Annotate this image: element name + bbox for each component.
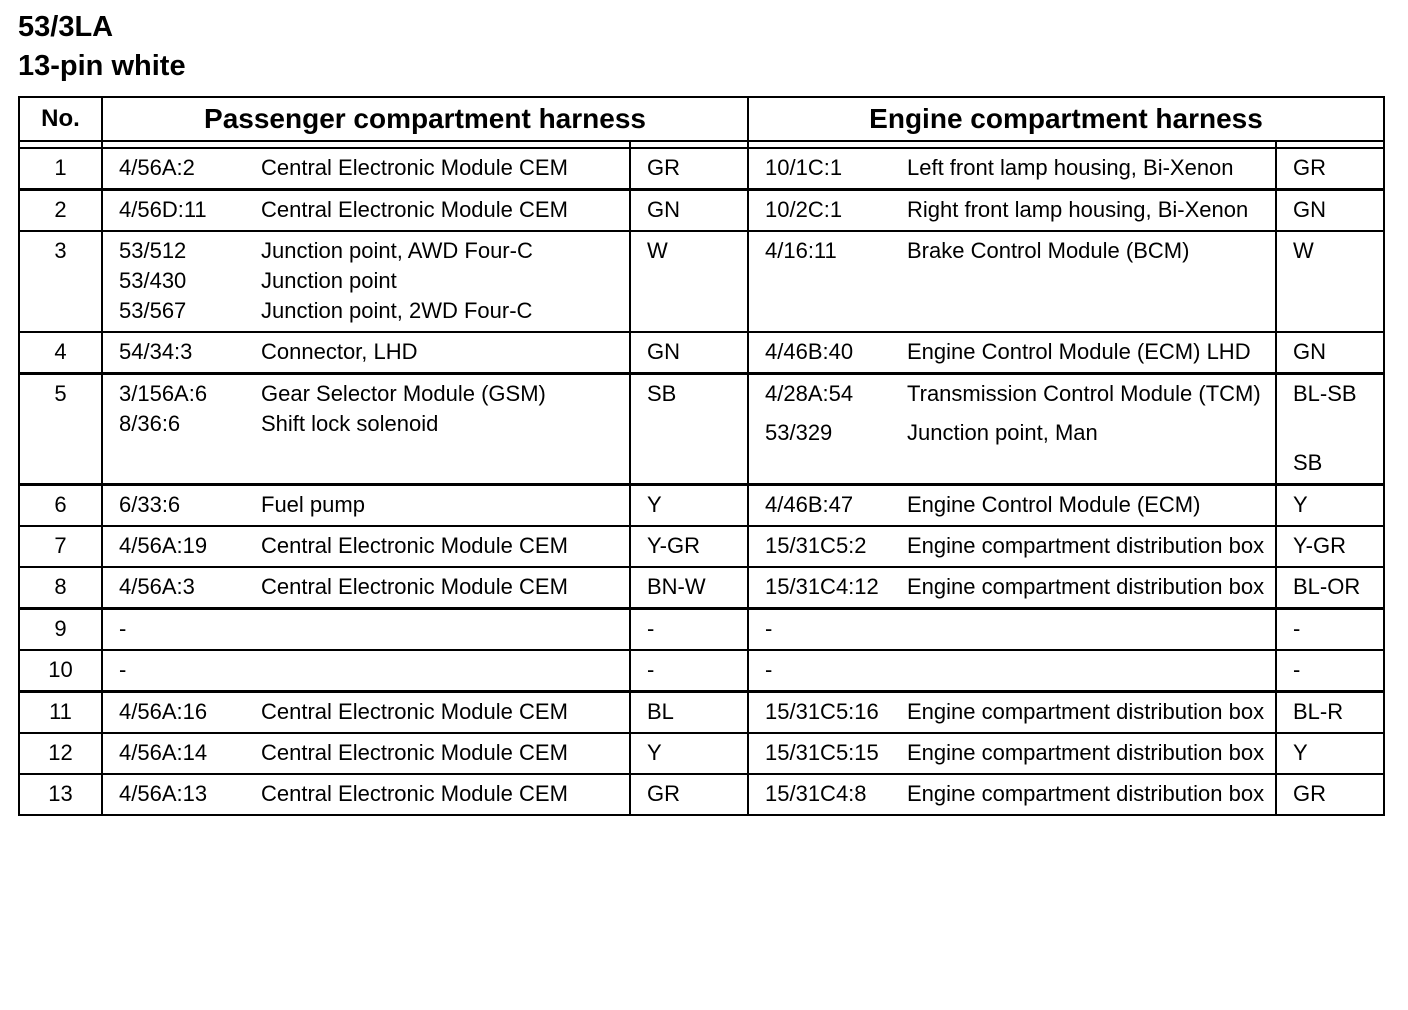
passenger-connection-entry	[119, 572, 625, 602]
pin-number: 4	[19, 332, 102, 374]
component-description: Engine Control Module (ECM)	[907, 492, 1201, 517]
wire-color-code: Y	[1293, 492, 1308, 517]
passenger-wire-color-cell	[630, 374, 748, 485]
component-description: Central Electronic Module CEM	[261, 781, 568, 806]
engine-connection-entry	[765, 337, 1271, 367]
engine-harness-cell	[748, 526, 1276, 567]
wire-color-code: BL-R	[1293, 699, 1344, 724]
connector-pin-code: 6/33:6	[119, 492, 181, 517]
connector-pin-code: 4/56A:16	[119, 699, 208, 724]
column-header-no: No.	[19, 97, 102, 141]
component-description: Left front lamp housing, Bi-Xenon	[907, 155, 1234, 180]
component-description: Engine Control Module (ECM) LHD	[907, 339, 1251, 364]
wire-color-code: -	[647, 657, 655, 682]
engine-wire-color-cell	[1276, 692, 1384, 734]
component-description: Central Electronic Module CEM	[261, 574, 568, 599]
connector-pin-code: 54/34:3	[119, 339, 193, 364]
pin-assignment-table	[18, 96, 1385, 816]
engine-connection-entry	[765, 572, 1271, 602]
engine-connection-entry	[765, 153, 1271, 183]
engine-wire-color-cell	[1276, 733, 1384, 774]
passenger-connection-entry	[119, 266, 625, 296]
engine-harness-cell	[748, 650, 1276, 692]
connector-pin-code: 53/430	[119, 268, 187, 293]
passenger-connection-entry	[119, 409, 625, 439]
wire-color-code: BL-OR	[1293, 574, 1361, 599]
engine-harness-cell	[748, 774, 1276, 815]
passenger-harness-cell	[102, 567, 630, 609]
connector-pin-code: 15/31C5:16	[765, 699, 879, 724]
passenger-wire-color-cell	[630, 526, 748, 567]
connector-pin-code: 8/36:6	[119, 411, 181, 436]
engine-connection-entry	[765, 531, 1271, 561]
engine-harness-cell	[748, 374, 1276, 485]
passenger-harness-cell	[102, 526, 630, 567]
engine-harness-cell	[748, 190, 1276, 232]
column-header-engine-harness: Engine compartment harness	[748, 97, 1384, 141]
passenger-harness-cell	[102, 774, 630, 815]
passenger-harness-cell	[102, 485, 630, 527]
engine-connection-entry	[765, 697, 1271, 727]
component-description: Gear Selector Module (GSM)	[261, 381, 546, 406]
passenger-wire-color-cell	[630, 567, 748, 609]
engine-wire-color-cell	[1276, 231, 1384, 332]
engine-wire-color-cell	[1276, 650, 1384, 692]
component-description: Central Electronic Module CEM	[261, 155, 568, 180]
connector-pin-code: 4/56A:2	[119, 155, 195, 180]
component-description: Engine compartment distribution box	[907, 740, 1265, 765]
connector-pin-code: 3/156A:6	[119, 381, 208, 406]
passenger-harness-cell	[102, 148, 630, 190]
connector-pin-code: 4/46B:40	[765, 339, 854, 364]
pin-number: 7	[19, 526, 102, 567]
passenger-harness-cell	[102, 332, 630, 374]
pin-number: 11	[19, 692, 102, 734]
passenger-harness-cell	[102, 374, 630, 485]
component-description: Central Electronic Module CEM	[261, 533, 568, 558]
passenger-connection-entry	[119, 153, 625, 183]
wire-color-code: SB	[647, 381, 677, 406]
engine-connection-entry	[765, 490, 1271, 520]
column-header-passenger-harness: Passenger compartment harness	[102, 97, 748, 141]
wire-color-code: GN	[1293, 339, 1326, 364]
pin-number: 10	[19, 650, 102, 692]
connector-pin-code: -	[765, 616, 773, 641]
table-row	[19, 650, 1384, 692]
engine-wire-color-cell	[1276, 526, 1384, 567]
connector-pin-code: 4/56A:19	[119, 533, 208, 558]
passenger-wire-color-cell	[630, 332, 748, 374]
table-row	[19, 190, 1384, 232]
passenger-wire-color-cell	[630, 190, 748, 232]
connector-pin-code: 4/56A:13	[119, 781, 208, 806]
component-description: Engine compartment distribution box	[907, 574, 1265, 599]
component-description: Transmission Control Module (TCM)	[907, 381, 1261, 406]
passenger-connection-entry	[119, 490, 625, 520]
engine-connection-entry	[765, 779, 1271, 809]
table-row	[19, 332, 1384, 374]
passenger-wire-color-cell	[630, 485, 748, 527]
pin-number: 9	[19, 609, 102, 651]
passenger-harness-cell	[102, 733, 630, 774]
pin-number: 3	[19, 231, 102, 332]
table-row	[19, 374, 1384, 485]
table-row	[19, 526, 1384, 567]
table-row	[19, 733, 1384, 774]
wire-color-code: Y-GR	[1293, 533, 1346, 558]
component-description: Engine compartment distribution box	[907, 699, 1265, 724]
pin-number: 2	[19, 190, 102, 232]
wire-color-code: GR	[1293, 781, 1326, 806]
wire-color-code: -	[1293, 657, 1301, 682]
connector-pin-code: 4/56D:11	[119, 197, 207, 222]
wire-color-code: GN	[1293, 197, 1326, 222]
wire-color-code: GR	[647, 781, 680, 806]
component-description: Junction point, AWD Four-C	[261, 238, 533, 263]
passenger-wire-color-cell	[630, 231, 748, 332]
pin-number: 8	[19, 567, 102, 609]
table-row	[19, 485, 1384, 527]
engine-connection-entry	[765, 738, 1271, 768]
connector-pin-code: 4/28A:54	[765, 381, 854, 406]
passenger-wire-color-cell	[630, 148, 748, 190]
component-description: Shift lock solenoid	[261, 411, 439, 436]
wire-color-code: SB	[1293, 450, 1323, 475]
engine-connection-entry	[765, 655, 1271, 685]
passenger-wire-color-cell	[630, 774, 748, 815]
connector-pin-code: 4/16:11	[765, 238, 837, 263]
engine-wire-color-cell	[1276, 485, 1384, 527]
connector-pin-code: 4/56A:14	[119, 740, 208, 765]
passenger-harness-cell	[102, 692, 630, 734]
passenger-connection-entry	[119, 531, 625, 561]
wire-color-code: W	[1293, 238, 1314, 263]
header-separator	[19, 141, 1384, 148]
component-description: Connector, LHD	[261, 339, 418, 364]
wire-color-code: Y-GR	[647, 533, 700, 558]
component-description: Junction point, Man	[907, 420, 1098, 445]
passenger-connection-entry	[119, 379, 625, 409]
component-description: Fuel pump	[261, 492, 365, 517]
engine-harness-cell	[748, 733, 1276, 774]
wire-color-code: BL-SB	[1293, 381, 1357, 406]
wire-color-code: -	[647, 616, 655, 641]
passenger-connection-entry	[119, 296, 625, 326]
table-row	[19, 567, 1384, 609]
connector-pin-code: -	[119, 657, 127, 682]
pin-number: 13	[19, 774, 102, 815]
pin-number: 5	[19, 374, 102, 485]
passenger-wire-color-cell	[630, 692, 748, 734]
passenger-harness-cell	[102, 231, 630, 332]
pin-rows	[19, 148, 1384, 815]
table-row	[19, 231, 1384, 332]
passenger-connection-entry	[119, 697, 625, 727]
engine-harness-cell	[748, 567, 1276, 609]
passenger-harness-cell	[102, 190, 630, 232]
pin-number: 6	[19, 485, 102, 527]
passenger-connection-entry	[119, 236, 625, 266]
engine-harness-cell	[748, 485, 1276, 527]
connector-pin-code: 53/329	[765, 420, 833, 445]
connector-pin-code: 15/31C4:12	[765, 574, 879, 599]
passenger-connection-entry	[119, 779, 625, 809]
engine-harness-cell	[748, 609, 1276, 651]
passenger-wire-color-cell	[630, 609, 748, 651]
wire-color-code: GN	[647, 197, 680, 222]
engine-connection-entry	[765, 379, 1271, 409]
pin-number: 12	[19, 733, 102, 774]
table-row	[19, 774, 1384, 815]
pin-number: 1	[19, 148, 102, 190]
passenger-wire-color-cell	[630, 650, 748, 692]
passenger-connection-entry	[119, 614, 625, 644]
engine-connection-entry	[765, 195, 1271, 225]
component-description: Right front lamp housing, Bi-Xenon	[907, 197, 1249, 222]
engine-harness-cell	[748, 692, 1276, 734]
engine-harness-cell	[748, 332, 1276, 374]
connector-pin-code: 15/31C4:8	[765, 781, 867, 806]
passenger-harness-cell	[102, 609, 630, 651]
wire-color-code: Y	[647, 740, 662, 765]
passenger-connection-entry	[119, 655, 625, 685]
engine-wire-color-cell	[1276, 332, 1384, 374]
wire-color-code: Y	[1293, 740, 1308, 765]
wire-color-code: BN-W	[647, 574, 706, 599]
component-description: Junction point, 2WD Four-C	[261, 298, 533, 323]
connector-pin-code: 53/567	[119, 298, 187, 323]
wire-color-code: Y	[647, 492, 662, 517]
connector-pin-code: 15/31C5:15	[765, 740, 879, 765]
connector-pin-code: 10/1C:1	[765, 155, 843, 180]
engine-wire-color-cell	[1276, 148, 1384, 190]
connector-pin-code: -	[119, 616, 127, 641]
passenger-wire-color-cell	[630, 733, 748, 774]
component-description: Central Electronic Module CEM	[261, 740, 568, 765]
engine-wire-color-cell	[1276, 374, 1384, 485]
wire-color-code: -	[1293, 616, 1301, 641]
component-description: Central Electronic Module CEM	[261, 197, 568, 222]
wire-color-code: BL	[647, 699, 674, 724]
engine-wire-color-cell	[1276, 609, 1384, 651]
engine-wire-color-cell	[1276, 567, 1384, 609]
engine-wire-color-cell	[1276, 774, 1384, 815]
passenger-connection-entry	[119, 195, 625, 225]
passenger-connection-entry	[119, 738, 625, 768]
passenger-connection-entry	[119, 337, 625, 367]
wire-color-code: GN	[647, 339, 680, 364]
table-header-row	[19, 97, 1384, 141]
passenger-harness-cell	[102, 650, 630, 692]
component-description: Junction point	[261, 268, 397, 293]
connector-pin-code: 53/512	[119, 238, 187, 263]
engine-connection-entry	[765, 236, 1271, 266]
engine-harness-cell	[748, 231, 1276, 332]
connector-pin-code: -	[765, 657, 773, 682]
connector-pin-code: 15/31C5:2	[765, 533, 867, 558]
table-row	[19, 692, 1384, 734]
component-description: Brake Control Module (BCM)	[907, 238, 1190, 263]
engine-connection-entry	[765, 614, 1271, 644]
table-row	[19, 148, 1384, 190]
engine-wire-color-cell	[1276, 190, 1384, 232]
connector-id-title: 53/3LA	[18, 11, 114, 43]
component-description: Engine compartment distribution box	[907, 781, 1265, 806]
component-description: Engine compartment distribution box	[907, 533, 1265, 558]
wire-color-code: W	[647, 238, 668, 263]
component-description: Central Electronic Module CEM	[261, 699, 568, 724]
connector-description-subtitle: 13-pin white	[18, 50, 186, 82]
wire-color-code: GR	[1293, 155, 1326, 180]
table-row	[19, 609, 1384, 651]
connector-pin-code: 4/46B:47	[765, 492, 854, 517]
engine-harness-cell	[748, 148, 1276, 190]
connector-pin-code: 10/2C:1	[765, 197, 843, 222]
engine-connection-entry	[765, 418, 1271, 448]
wire-color-code: GR	[647, 155, 680, 180]
connector-pin-code: 4/56A:3	[119, 574, 195, 599]
